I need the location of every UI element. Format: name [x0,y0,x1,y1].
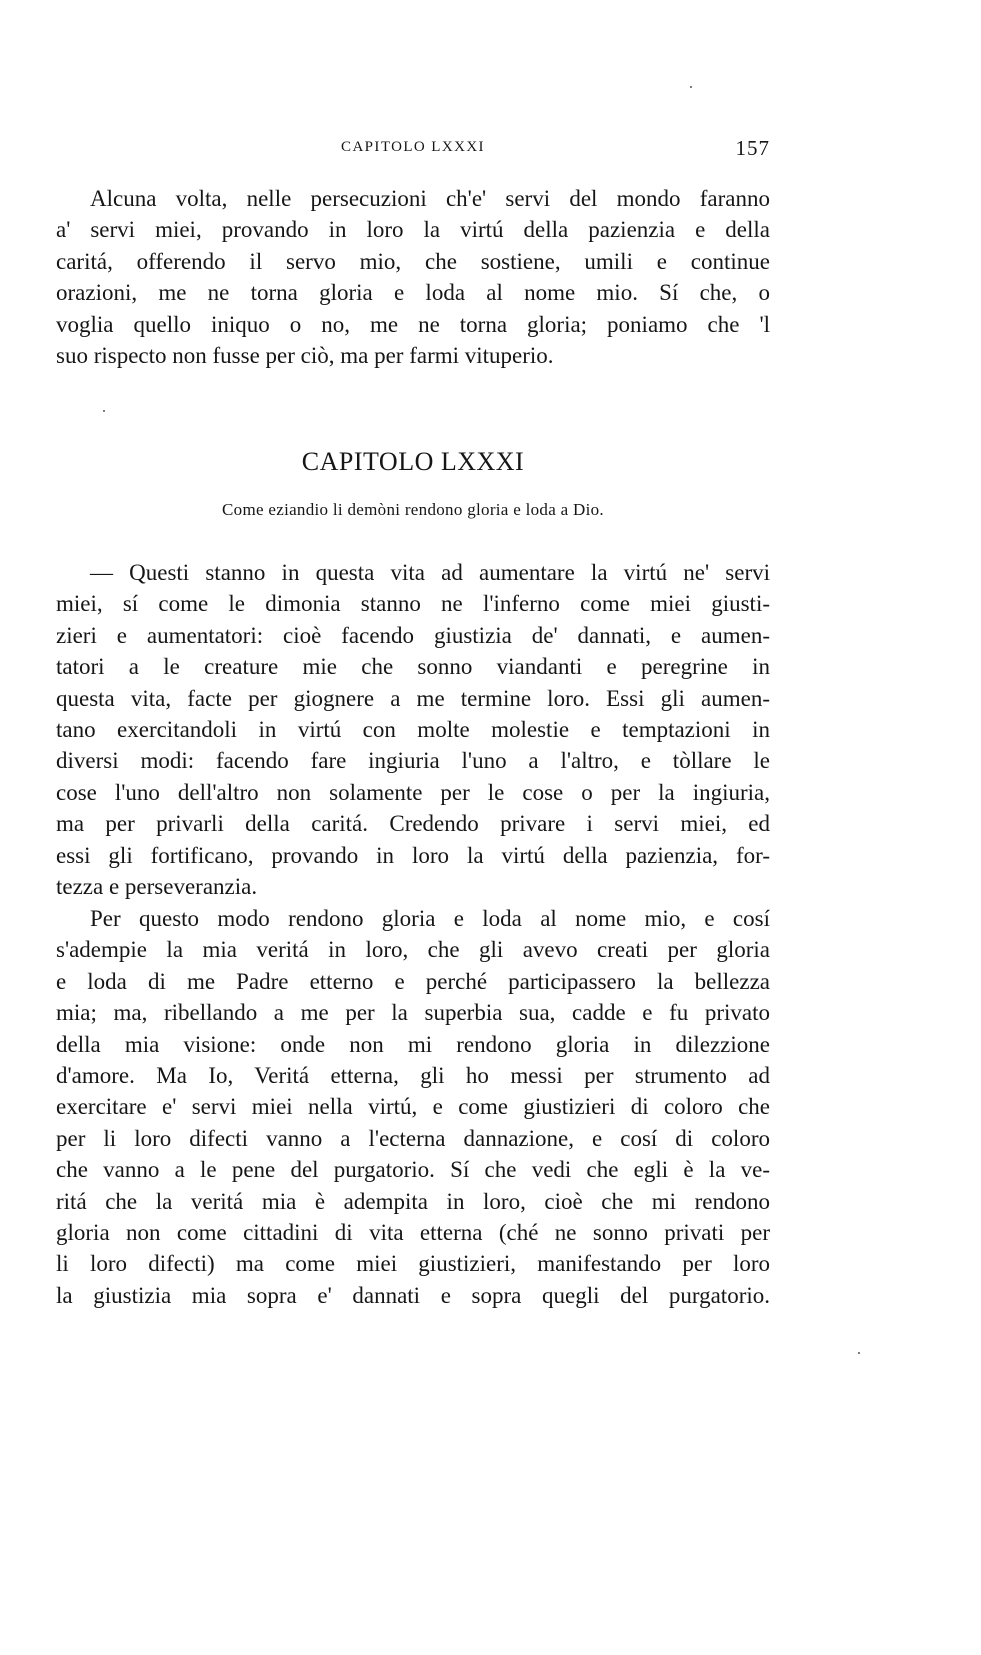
intro-paragraph [56,183,770,371]
text-line: exercitare e' servi miei nella virtú, e come giustizieri di coloro che [56,1094,770,1120]
text-line: diversi modi: facendo fare ingiuria l'uno a l'altro, e tòllare le [56,748,770,774]
text-line: essi gli fortificano, provando in loro la virtú della pazienzia, for- [56,842,770,868]
text-line: Per questo modo rendono gloria e loda al nome mio, e cosí [90,906,770,931]
text-line: miei, sí come le dimonia stanno ne l'inferno come miei giusti- [56,591,770,617]
text-line: Alcuna volta, nelle persecuzioni ch'e' servi del mondo faranno [90,186,770,211]
text-line: li loro difecti) ma come miei giustizieri, manifestando per loro [56,1251,770,1277]
scan-speck [103,410,105,412]
page-number: 157 [735,136,770,160]
text-line: ritá che la veritá mia è adempita in loro, cioè che mi rendono [56,1188,770,1214]
running-title: CAPITOLO LXXXI [341,139,485,155]
text-line: — Questi stanno in questa vita ad aumentare la virtú ne' servi [90,560,770,585]
running-head [56,136,770,164]
text-line: s'adempie la mia veritá in loro, che gli avevo creati per gloria [56,937,770,963]
text-line: cose l'uno dell'altro non solamente per le cose o per la ingiuria, [56,779,770,805]
paragraph-2 [56,903,770,1311]
scan-speck [858,1352,860,1354]
text-line: tano exercitandoli in virtú con molte molestie e temptazioni in [56,716,770,742]
text-line: per li loro difecti vanno a l'ecterna dannazione, e cosí di coloro [56,1125,770,1151]
text-line: che vanno a le pene del purgatorio. Sí che vedi che egli è la ve- [56,1157,770,1183]
text-line: gloria non come cittadini di vita etterna (ché ne sonno privati per [56,1219,770,1245]
text-line: tatori a le creature mie che sonno viandanti e peregrine in [56,654,770,680]
paragraph-1 [56,557,770,902]
text-line: d'amore. Ma Io, Veritá etterna, gli ho messi per strumento ad [56,1062,770,1088]
text-line: tezza e perseveranzia. [56,873,258,899]
text-line: della mia visione: onde non mi rendono gloria in dilezzione [56,1031,770,1057]
text-line: caritá, offerendo il servo mio, che sostiene, umili e continue [56,248,770,274]
text-line: e loda di me Padre etterno e perché participassero la bellezza [56,968,770,994]
text-line: a' servi miei, provando in loro la virtú della pazienzia e della [56,217,770,243]
text-line: voglia quello iniquo o no, me ne torna gloria; poniamo che 'l [56,311,770,337]
chapter-title: CAPITOLO LXXXI [301,447,525,476]
text-line: ma per privarli della caritá. Credendo privare i servi miei, ed [56,811,770,837]
text-line: suo rispecto non fusse per ciò, ma per farmi vituperio. [56,342,554,368]
text-line: mia; ma, ribellando a me per la superbia sua, cadde e fu privato [56,1000,770,1026]
text-line: zieri e aumentatori: cioè facendo giustizia de' dannati, e aumen- [56,622,770,648]
text-line: questa vita, facte per giognere a me termine loro. Essi gli aumen- [56,685,770,711]
chapter-subtitle: Come eziandio li demòni rendono gloria e loda a Dio. [222,500,604,519]
scan-speck [690,86,692,88]
text-line: orazioni, me ne torna gloria e loda al nome mio. Sí che, o [56,280,770,306]
text-line: la giustizia mia sopra e' dannati e sopra quegli del purgatorio. [56,1282,770,1308]
